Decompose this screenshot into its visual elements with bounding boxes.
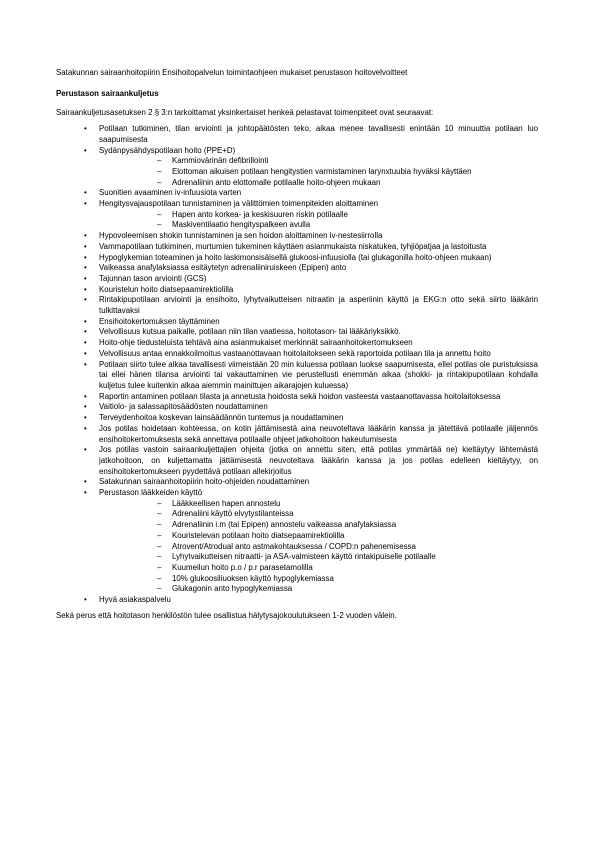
document-title: Satakunnan sairaanhoitopiirin Ensihoitopalvelun toimintaohjeen mukaiset perustason hoitovelvoitteet xyxy=(56,68,408,77)
sub-list-item: – Glukagonin anto hypoglykemiassa xyxy=(99,584,538,595)
list-item xyxy=(56,595,538,606)
list-item xyxy=(56,253,538,264)
sub-list-item: – Elottoman aikuisen potilaan hengitystien varmistaminen larynxtuubia hyväksi käyttäen xyxy=(99,167,538,178)
list-item xyxy=(56,327,538,338)
list-item-text: Hoito-ohje tiedusteluista tehtävä aina asianmukaiset merkinnät sairaanhoitokertomukseen xyxy=(99,338,413,348)
list-item-text: Vaikeassa anafylaksiassa esitäytetyn adrenaliiniruiskeen (Epipen) anto xyxy=(99,263,347,273)
list-item xyxy=(56,146,538,189)
list-item xyxy=(56,413,538,424)
list-item-text: Ensihoitokertomuksen täyttäminen xyxy=(99,316,220,326)
list-item-text: Sydänpysähdyspotilaan hoito (PPE+D) xyxy=(99,145,236,155)
list-item-text: Terveydenhoitoa koskevan lainsäädännön tuntemus ja noudattaminen xyxy=(99,413,344,423)
list-item xyxy=(56,477,538,488)
list-item-text: Perustason lääkkeiden käyttö xyxy=(99,488,203,498)
list-item-text: Velvollisuus kutsua paikalle, potilaan niin tilan vaatiessa, hoitotason- tai lääkäriyksikkö. xyxy=(99,327,401,337)
list-item-text: Kouristelun hoito diatsepaamirektiolilla xyxy=(99,284,234,294)
list-item-text: Jos potilas hoidetaan kohteessa, on kotin jättämisestä aina neuvoteltava lääkärin kanssa ja jätettävä potilaalle jäljennös ensihoitokertomuksesta sekä annettava potilaalle ohjeet jatkohoitoon hakeutumisesta xyxy=(99,423,538,444)
obligations-list xyxy=(56,124,538,606)
sub-list-item: – Atrovent/Atrodual anto astmakohtauksessa / COPD:n pahenemisessa xyxy=(99,542,538,553)
list-item-text: Satakunnan sairaanhoitopiirin hoito-ohjeiden noudattaminen xyxy=(99,477,310,487)
list-item xyxy=(56,424,538,445)
document-page xyxy=(56,68,538,621)
list-item-text: Vammapotilaan tutkiminen, murtumien tukeminen käyttäen asianmukaista niskatukea, tyhjiöpatjaa ja lastoitusta xyxy=(99,241,487,251)
list-item-text: Potilaan siirto tulee alkaa tavallisesti viimeistään 20 min kuluessa potilaan luokse saapumisesta, ellei potilas ole puristuksissa tai ellei hänen tilansa arviointi tai vakauttaminen vie perustellusti enemmän aikaa (shokki- ja rintakipupotilaan kohdalla kuljetus tulee kuitenkin alkaa aiemmin mainittujen aikarajojen kuluessa) xyxy=(99,359,538,390)
footer-paragraph: Sekä perus että hoitotason henkilöstön tulee osallistua hälytysajokoulutukseen 1-2 vuoden välein. xyxy=(56,610,397,620)
list-item-text: Raportin antaminen potilaan tilasta ja annetusta hoidosta sekä hoidon vasteesta vastaanottavassa hoitolaitoksessa xyxy=(99,391,501,401)
intro-paragraph: Sairaankuljetusasetuksen 2 § 3:n tarkoittamat yksinkertaiset henkeä pelastavat toimenpiteet ovat seuraavat: xyxy=(56,108,434,118)
list-item xyxy=(56,199,538,231)
sub-list-item: – Kammiovärinän defibrillointi xyxy=(99,156,538,167)
sub-list-item: – Lääkkeellisen hapen annostelu xyxy=(99,499,538,510)
list-item xyxy=(56,242,538,253)
sub-list-item: – Maskiventilaatio hengityspalkeen avulla xyxy=(99,220,538,231)
sub-list-item: – Hapen anto korkea- ja keskisuuren riskin potilaalle xyxy=(99,210,538,221)
list-item xyxy=(56,231,538,242)
list-item xyxy=(56,402,538,413)
list-item xyxy=(56,263,538,274)
list-item-text: Rintakipupotilaan arviointi ja ensihoito, lyhytvaikutteisen nitraatin ja asperiinin käyttö ja EKG:n otto sekä siirto lääkärin tulkittavaksi xyxy=(99,295,538,316)
sub-list-item: – Kouristelevan potilaan hoito diatsepaamirektiolilla xyxy=(99,531,538,542)
list-item-text: Suonitien avaaminen iv-infuusiota varten xyxy=(99,188,242,198)
list-item xyxy=(56,445,538,477)
list-item-text: Velvollisuus antaa ennakkoilmoitus vastaanottavaan hoitolaitokseen sekä raportoida potilaan tila ja annettu hoito xyxy=(99,348,491,358)
list-item-text: Hypovoleemisen shokin tunnistaminen ja sen hoidon aloittaminen iv-nestesiirrolla xyxy=(99,231,383,241)
list-item-text: Jos potilas vastoin sairaankuljettajien ohjeita (jotka on annettu siten, että potilas ymmärtää ne) kieltäytyy lähtemästä jatkohoitoon, on kuljettamatta jättämisestä neuvoteltava lääkärin kanssa ja jos potilas edelleen kieltäytyy, on ensihoitokertomukseen pyydettävä potilaan allekirjoitus xyxy=(99,445,538,476)
sub-list xyxy=(99,156,538,188)
sub-list xyxy=(99,499,538,595)
list-item xyxy=(56,317,538,328)
list-item xyxy=(56,274,538,285)
list-item xyxy=(56,295,538,316)
list-item xyxy=(56,349,538,360)
list-item xyxy=(56,392,538,403)
list-item xyxy=(56,188,538,199)
list-item-text: Hypoglykemian toteaminen ja hoito laskimonsisäisellä glukoosi-infuusiolla (tai glukagonilla hoito-ohjeen mukaan) xyxy=(99,252,492,262)
list-item-text: Vaitiolo- ja salassapitosäädösten noudattaminen xyxy=(99,402,268,412)
list-item xyxy=(56,488,538,595)
section-heading: Perustason sairaankuljetus xyxy=(56,88,159,98)
sub-list xyxy=(99,210,538,231)
sub-list-item: – Adrenaliinin anto elottomalle potilaalle hoito-ohjeen mukaan xyxy=(99,178,538,189)
list-item-text: Tajunnan tason arviointi (GCS) xyxy=(99,273,207,283)
list-item-text: Potilaan tutkiminen, tilan arviointi ja johtopäätösten teko, aikaa menee tavallisesti enintään 10 minuuttia potilaan luo saapumisesta xyxy=(99,124,538,144)
list-item-text: Hengitysvajauspotilaan tunnistaminen ja välittömien toimenpiteiden aloittaminen xyxy=(99,199,378,209)
list-item xyxy=(56,360,538,392)
sub-list-item: – Adrenaliini käyttö elvytystilanteissa xyxy=(99,509,538,520)
list-item-text: Hyvä asiakaspalvelu xyxy=(99,595,171,605)
list-item xyxy=(56,338,538,349)
list-item xyxy=(56,124,538,145)
list-item xyxy=(56,285,538,296)
sub-list-item: – Lyhytvaikutteisen nitraatti- ja ASA-valmisteen käyttö rintakipuiselle potilaalle xyxy=(99,552,538,563)
sub-list-item: – 10% glukoosiliuoksen käyttö hypoglykemiassa xyxy=(99,574,538,585)
sub-list-item: – Adrenaliinin i.m (tai Epipen) annostelu vaikeassa anafylaksiassa xyxy=(99,520,538,531)
sub-list-item: – Kuumeilun hoito p.o / p.r parasetamolilla xyxy=(99,563,538,574)
